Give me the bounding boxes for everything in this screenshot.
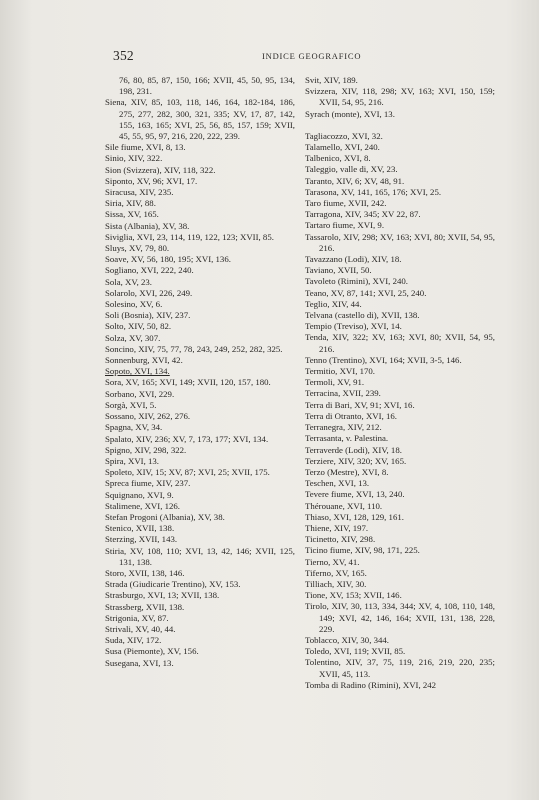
- index-entry: Tenno (Trentino), XVI, 164; XVII, 3-5, 146.: [305, 354, 462, 365]
- index-entry: Strigonia, XV, 87.: [105, 612, 169, 623]
- index-entry: Teschen, XVI, 13.: [305, 478, 370, 489]
- index-entry: Siria, XIV, 88.: [105, 198, 156, 209]
- index-column-right: [305, 75, 495, 691]
- page-header: [0, 48, 539, 68]
- index-entry: Teano, XV, 87, 141; XVI, 25, 240.: [305, 287, 427, 298]
- index-entry: Terra di Otranto, XVI, 16.: [305, 410, 397, 421]
- index-entry: Solza, XV, 307.: [105, 332, 161, 343]
- index-entry: Tagliacozzo, XVI, 32.: [305, 130, 383, 141]
- index-entry: Sinio, XIV, 322.: [105, 153, 163, 164]
- index-entry: Sossano, XIV, 262, 276.: [105, 411, 191, 422]
- index-entry: Talamello, XVI, 240.: [305, 142, 380, 153]
- index-entry: Ticino fiume, XIV, 98, 171, 225.: [305, 545, 420, 556]
- index-entry: Spreca fiume, XIV, 237.: [105, 478, 191, 489]
- index-entry: Taro fiume, XVII, 242.: [305, 198, 387, 209]
- index-entry: Squignano, XVI, 9.: [105, 489, 174, 500]
- index-entry: Terranegra, XIV, 212.: [305, 422, 382, 433]
- index-entry: Sonnenburg, XVI, 42.: [105, 355, 183, 366]
- index-entry: Talbenico, XVI, 8.: [305, 153, 371, 164]
- index-entry: Tavoleto (Rimini), XVI, 240.: [305, 276, 408, 287]
- index-entry: Sile fiume, XVI, 8, 13.: [105, 142, 186, 153]
- index-entry: Taranto, XIV, 6; XV, 48, 91.: [305, 175, 405, 186]
- index-entry: Soncino, XIV, 75, 77, 78, 243, 249, 252, 282, 325.: [105, 343, 283, 354]
- index-entry: Solarolo, XVI, 226, 249.: [105, 287, 193, 298]
- index-entry: Tarasona, XV, 141, 165, 176; XVI, 25.: [305, 186, 442, 197]
- index-entry: Terracina, XVII, 239.: [305, 388, 381, 399]
- index-entry: Siviglia, XVI, 23, 114, 119, 122, 123; XVII, 85.: [105, 231, 274, 242]
- index-entry: Taleggio, valle di, XV, 23.: [305, 164, 398, 175]
- index-entry: Tolentino, XIV, 37, 75, 119, 216, 219, 220, 235; XVII, 45, 113.: [305, 657, 495, 679]
- index-entry: 76, 80, 85, 87, 150, 166; XVII, 45, 50, 95, 134, 198, 231.: [119, 75, 295, 97]
- index-entry: Toblacco, XIV, 30, 344.: [305, 634, 389, 645]
- index-entry: Terziere, XIV, 320; XV, 165.: [305, 455, 407, 466]
- index-entry: Sion (Svizzera), XIV, 118, 322.: [105, 164, 216, 175]
- index-entry: Terzo (Mestre), XVI, 8.: [305, 466, 389, 477]
- index-entry: Spagna, XV, 34.: [105, 422, 163, 433]
- index-entry: Svizzera, XIV, 118, 298; XV, 163; XVI, 150, 159; XVII, 54, 95, 216.: [305, 86, 495, 108]
- index-entry: Thiaso, XVI, 128, 129, 161.: [305, 511, 404, 522]
- index-entry: Spira, XVI, 13.: [105, 455, 159, 466]
- index-entry: Sorgà, XVI, 5.: [105, 399, 157, 410]
- index-entry: Soli (Bosnia), XIV, 237.: [105, 310, 191, 321]
- index-entry: Strada (Giudicarie Trentino), XV, 153.: [105, 579, 241, 590]
- index-entry: Suda, XIV, 172.: [105, 635, 162, 646]
- index-entry: Sissa, XV, 165.: [105, 209, 159, 220]
- index-entry: Siena, XIV, 85, 103, 118, 146, 164, 182-184, 186, 275, 277, 282, 300, 321, 335; XV, 17, 87, 142, 155, 163, 165; XVI, 25, 56, 85, 157, 159; XVII, 45, 55, 95, 97, 216, 220, 222, 239.: [105, 97, 295, 142]
- index-entry: Tomba di Radino (Rimini), XVI, 242: [305, 679, 437, 690]
- index-entry: Tevere fiume, XVI, 13, 240.: [305, 489, 405, 500]
- index-entry: Solesino, XV, 6.: [105, 299, 163, 310]
- index-column-left: [105, 75, 295, 669]
- index-entry: Siracusa, XIV, 235.: [105, 187, 174, 198]
- index-entry: Ticinetto, XIV, 298.: [305, 534, 376, 545]
- index-entry: Susa (Piemonte), XV, 156.: [105, 646, 199, 657]
- index-entry: Termoli, XV, 91.: [305, 377, 365, 388]
- index-entry: Syrach (monte), XVI, 13.: [305, 108, 395, 119]
- index-entry: Terrasanta, v. Palestina.: [305, 433, 389, 444]
- page-number: 352: [113, 48, 134, 63]
- index-entry: Stalimene, XVI, 126.: [105, 500, 181, 511]
- index-entry: Thiene, XIV, 197.: [305, 522, 369, 533]
- index-entry: Tavazzano (Lodi), XIV, 18.: [305, 254, 402, 265]
- index-entry: Storo, XVII, 138, 146.: [105, 567, 185, 578]
- index-entry: Sola, XV, 23.: [105, 276, 153, 287]
- index-entry: Sterzing, XVII, 143.: [105, 534, 178, 545]
- index-entry: Tione, XV, 153; XVII, 146.: [305, 590, 402, 601]
- index-entry: Stiria, XV, 108, 110; XVI, 13, 42, 146; XVII, 125, 131, 138.: [105, 545, 295, 567]
- index-entry: Tilliach, XIV, 30.: [305, 578, 367, 589]
- index-entry: Tarragona, XIV, 345; XV 22, 87.: [305, 209, 421, 220]
- index-entry: Solto, XIV, 50, 82.: [105, 321, 172, 332]
- index-entry: Teglio, XIV, 44.: [305, 298, 362, 309]
- index-entry: Spoleto, XIV, 15; XV, 87; XVI, 25; XVII, 175.: [105, 467, 270, 478]
- index-entry: Terraverde (Lodi), XIV, 18.: [305, 444, 402, 455]
- index-entry: Tempio (Treviso), XVI, 14.: [305, 321, 402, 332]
- index-entry: Sorbano, XVI, 229.: [105, 388, 175, 399]
- index-entry: Strivali, XV, 40, 44.: [105, 623, 176, 634]
- index-entry: Thérouane, XVI, 110.: [305, 500, 383, 511]
- index-entry: Sluys, XV, 79, 80.: [105, 243, 170, 254]
- index-entry: Stenico, XVII, 138.: [105, 523, 175, 534]
- index-entry: Telvana (castello di), XVII, 138.: [305, 310, 420, 321]
- running-head: INDICE GEOGRAFICO: [262, 51, 362, 61]
- index-entry: Taviano, XVII, 50.: [305, 265, 372, 276]
- index-entry: Siponto, XV, 96; XVI, 17.: [105, 175, 198, 186]
- index-entry: Tassarolo, XIV, 298; XV, 163; XVI, 80; XVII, 54, 95, 216.: [305, 231, 495, 253]
- index-entry: Spigno, XIV, 298, 322.: [105, 444, 187, 455]
- index-entry: Terra di Bari, XV, 91; XVI, 16.: [305, 399, 415, 410]
- index-entry: Susegana, XVI, 13.: [105, 657, 174, 668]
- index-entry: Sora, XV, 165; XVI, 149; XVII, 120, 157, 180.: [105, 377, 271, 388]
- index-entry: Tartaro fiume, XVI, 9.: [305, 220, 385, 231]
- index-entry: Stefan Progoni (Albania), XV, 38.: [105, 511, 225, 522]
- index-entry: Tirolo, XIV, 30, 113, 334, 344; XV, 4, 108, 110, 148, 149; XVI, 42, 146, 164; XVII, 131, 138, 228, 229.: [305, 601, 495, 634]
- index-entry: Tiferno, XV, 165.: [305, 567, 367, 578]
- index-entry: Svit, XIV, 189.: [305, 75, 358, 85]
- index-entry: Sopoto, XVI, 134.: [105, 366, 170, 377]
- index-entry: Termitio, XVI, 170.: [305, 366, 375, 377]
- index-entry: Toledo, XVI, 119; XVII, 85.: [305, 646, 406, 657]
- index-entry: Soave, XV, 56, 180, 195; XVI, 136.: [105, 254, 231, 265]
- index-entry: Strassberg, XVII, 138.: [105, 601, 185, 612]
- index-entry: Spalato, XIV, 236; XV, 7, 173, 177; XVI, 134.: [105, 433, 269, 444]
- index-entry: Sista (Albania), XV, 38.: [105, 220, 190, 231]
- index-entry: Sogliano, XVI, 222, 240.: [105, 265, 194, 276]
- index-entry: Strasburgo, XVI, 13; XVII, 138.: [105, 590, 220, 601]
- index-entry: Tierno, XV, 41.: [305, 556, 360, 567]
- index-entry: Tenda, XIV, 322; XV, 163; XVI, 80; XVII, 54, 95, 216.: [305, 332, 495, 354]
